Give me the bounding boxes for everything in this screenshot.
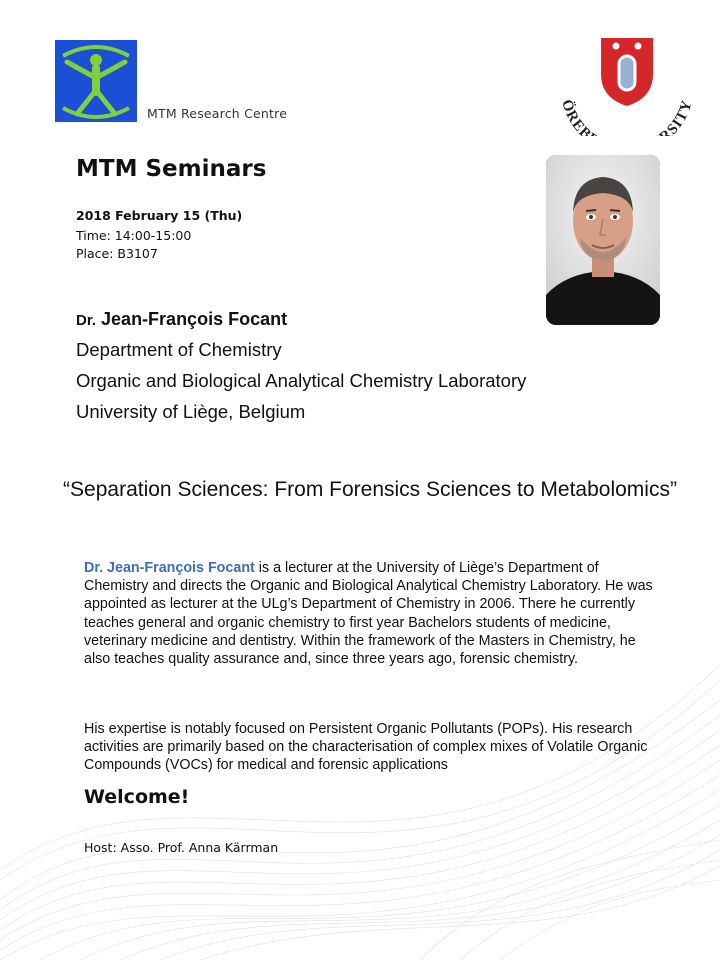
seminar-place: Place: B3107 — [76, 246, 158, 261]
speaker-department: Department of Chemistry — [76, 339, 282, 360]
welcome-text: Welcome! — [84, 786, 190, 808]
bio-paragraph-2: His expertise is notably focused on Persistent Organic Pollutants (POPs). His research activities are primarily based on the characterisation of complex mixes of Volatile Organic Compounds (VOCs) for medical and forensic applications — [84, 721, 648, 774]
mtm-caption: MTM Research Centre — [147, 106, 288, 121]
bio-paragraph-1-text: is a lecturer at the University of Liège’s Department of Chemistry and directs the Organic and Biological Analytical Chemistry Laboratory. He was appointed as lecturer at the ULg’s Department of Chemistry in 2006. There he currently teaches general and organic chemistry to first year Bachelors students of medicine, veterinary medicine and dentistry. Within the framework of the Masters in Chemistry, he also teaches quality assurance and, since three years ago, forensic chemistry. — [84, 560, 653, 668]
speaker-photo — [546, 155, 660, 325]
seminar-date: 2018 February 15 (Thu) — [76, 208, 243, 223]
seminar-time: Time: 14:00-15:00 — [76, 228, 192, 243]
speaker-name: Jean-François Focant — [101, 309, 288, 329]
host-text: Host: Asso. Prof. Anna Kärrman — [84, 840, 279, 855]
speaker-laboratory: Organic and Biological Analytical Chemistry Laboratory — [76, 370, 527, 391]
university-logo-text: ÖREB SITY — [558, 97, 696, 136]
orebro-university-logo — [553, 36, 701, 136]
speaker-name-line — [76, 309, 287, 330]
bio-speaker-name: Dr. Jean-François Focant — [84, 560, 255, 576]
page-title: MTM Seminars — [76, 156, 267, 182]
speaker-university: University of Liège, Belgium — [76, 401, 306, 422]
mtm-logo — [55, 40, 137, 122]
talk-title: “Separation Sciences: From Forensics Sciences to Metabolomics” — [63, 478, 677, 501]
speaker-prefix: Dr. — [76, 312, 97, 329]
vitruvian-figure-icon — [55, 40, 137, 122]
bio-paragraph-1 — [84, 559, 656, 668]
